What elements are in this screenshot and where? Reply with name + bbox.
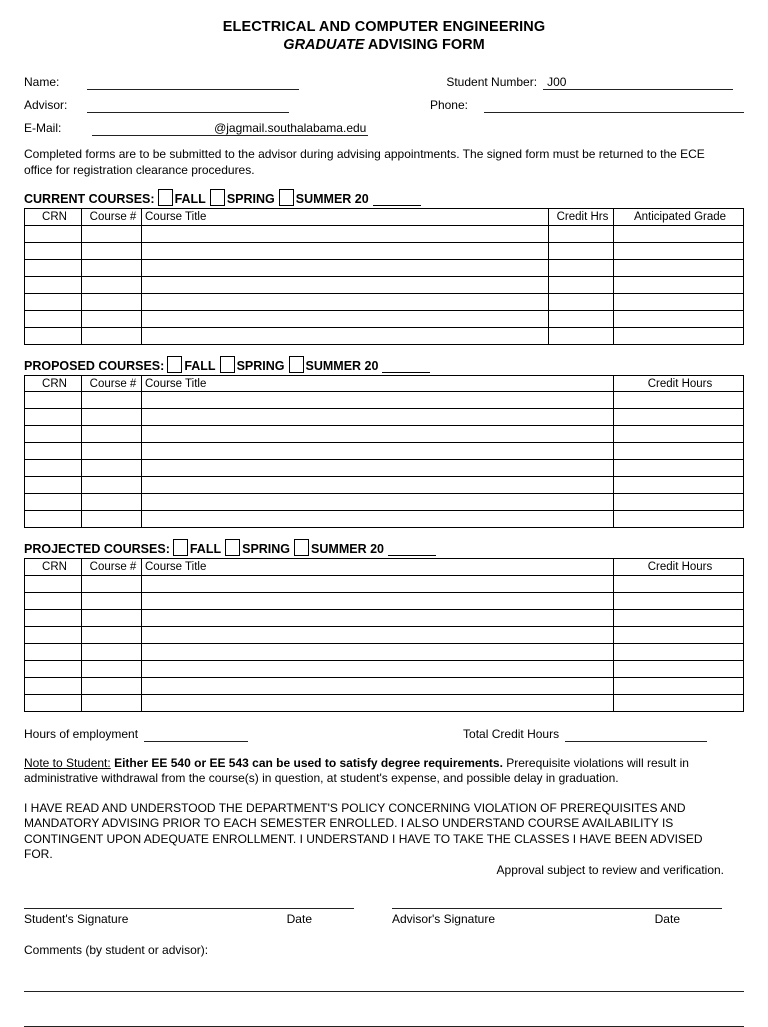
cell-course-title[interactable] [142,511,614,528]
cell-crn[interactable] [25,694,82,711]
totals-row [24,724,744,742]
total-credit-hours-label: Total Credit Hours [463,726,560,741]
instructions-paragraph: Completed forms are to be submitted to the advisor during advising appointments. The signed form must be returned to the ECE office for registration clearance procedures. [24,147,705,177]
cell-course-title[interactable] [142,677,614,694]
total-credit-hours-input[interactable] [565,728,707,742]
cell-course-number[interactable] [82,592,142,609]
title-remainder: ADVISING FORM [364,37,485,54]
name-input[interactable] [87,75,299,90]
cell-credit-hours[interactable] [614,409,744,426]
cell-course-number[interactable] [82,609,142,626]
cell-crn[interactable] [25,477,82,494]
cell-course-title[interactable] [142,259,549,276]
column-header-course-number: Course # [82,209,142,226]
table-row[interactable] [25,443,744,460]
cell-credit-hours[interactable] [614,626,744,643]
cell-course-title[interactable] [142,293,549,310]
table-row[interactable] [25,477,744,494]
cell-course-number[interactable] [82,443,142,460]
note-bold-text: Either EE 540 or EE 543 can be used to satisfy degree requirements. [114,755,503,770]
cell-course-number[interactable] [82,242,142,259]
table-row[interactable] [25,259,744,276]
column-header-course-title: Course Title [142,559,614,576]
phone-label: Phone: [429,98,468,113]
label-proposed-spring: SPRING [236,358,285,373]
cell-course-title[interactable] [142,592,614,609]
cell-course-title[interactable] [142,409,614,426]
cell-anticipated-grade[interactable] [614,293,744,310]
cell-credit-hrs[interactable] [549,276,614,293]
checkbox-current-summer[interactable] [279,189,294,206]
table-row[interactable] [25,293,744,310]
table-row[interactable] [25,327,744,344]
cell-anticipated-grade[interactable] [614,242,744,259]
table-row[interactable] [25,660,744,677]
name-row [24,67,744,90]
cell-credit-hours[interactable] [614,443,744,460]
hours-of-employment-label: Hours of employment [24,726,139,741]
column-header-crn: CRN [25,209,82,226]
policy-acknowledgment: I HAVE READ AND UNDERSTOOD THE DEPARTMENT'S POLICY CONCERNING VIOLATION OF PREREQUISITES AND MANDATORY ADVISING PRIOR TO EACH SEMESTER ENROLLED. I ALSO UNDERSTAND COURSE AVAILABILITY IS CONTINGENT UPON ADEQUATE ENROLLMENT. I UNDERSTAND I HAVE TO TAKE THE CLASSES I HAVE BEEN ADVISED FOR. [24,800,703,862]
advisor-signature-label: Advisor's Signature [392,912,496,927]
section-header-projected [24,537,744,556]
cell-credit-hours[interactable] [614,477,744,494]
table-row[interactable] [25,575,744,592]
cell-crn[interactable] [25,293,82,310]
name-label: Name: [24,75,60,90]
table-row[interactable] [25,426,744,443]
table-row[interactable] [25,677,744,694]
note-rest-text: Prerequisite violations will result in administrative withdrawal from the course(s) in question, at student's expense, and possible delay in graduation. [24,755,689,786]
cell-course-number[interactable] [82,677,142,694]
table-row[interactable] [25,694,744,711]
cell-crn[interactable] [25,494,82,511]
cell-course-title[interactable] [142,477,614,494]
advisor-row [24,90,744,113]
cell-credit-hrs[interactable] [549,259,614,276]
cell-course-number[interactable] [82,511,142,528]
cell-course-number[interactable] [82,426,142,443]
checkbox-projected-summer[interactable] [294,539,309,556]
student-number-input[interactable] [543,75,733,90]
cell-crn[interactable] [25,409,82,426]
advisor-input[interactable] [87,98,288,113]
cell-course-title[interactable] [142,694,614,711]
cell-course-title[interactable] [142,242,549,259]
table-row[interactable] [25,242,744,259]
email-label: E-Mail: [24,121,62,136]
cell-crn[interactable] [25,660,82,677]
label-projected-summer: SUMMER 20 [311,542,384,557]
column-header-course-number: Course # [82,375,142,392]
student-signature-label: Student's Signature [24,912,129,927]
table-row[interactable] [25,592,744,609]
cell-credit-hours[interactable] [614,575,744,592]
advisor-date-label: Date [654,912,680,927]
table-row[interactable] [25,409,744,426]
cell-crn[interactable] [25,511,82,528]
label-projected-fall: FALL [189,542,222,557]
cell-course-title[interactable] [142,494,614,511]
cell-crn[interactable] [25,626,82,643]
cell-course-title[interactable] [142,276,549,293]
cell-credit-hrs[interactable] [549,242,614,259]
table-row[interactable] [25,494,744,511]
cell-crn[interactable] [25,575,82,592]
advisor-signature-line[interactable] [392,908,722,909]
cell-credit-hours[interactable] [614,694,744,711]
label-proposed-summer: SUMMER 20 [305,358,379,373]
table-current-courses [24,208,744,345]
cell-credit-hrs[interactable] [549,310,614,327]
column-header-course-number: Course # [82,559,142,576]
email-row [24,113,744,136]
cell-course-number[interactable] [82,626,142,643]
cell-course-title[interactable] [142,626,614,643]
cell-course-title[interactable] [142,426,614,443]
advisor-label: Advisor: [24,98,68,113]
column-header-course-title: Course Title [142,375,614,392]
cell-course-title[interactable] [142,310,549,327]
label-projected-spring: SPRING [242,542,291,557]
table-row[interactable] [25,511,744,528]
cell-course-title[interactable] [142,575,614,592]
cell-credit-hours[interactable] [614,511,744,528]
cell-anticipated-grade[interactable] [614,259,744,276]
section-title-current: CURRENT COURSES: [24,192,155,207]
cell-course-number[interactable] [82,694,142,711]
title-line-form [24,36,744,54]
cell-course-title[interactable] [142,225,549,242]
comment-line-1[interactable] [24,991,744,992]
section-header-current [24,187,744,206]
cell-crn[interactable] [25,460,82,477]
year-input-projected[interactable] [388,543,436,556]
year-input-current[interactable] [373,193,421,206]
label-proposed-fall: FALL [184,358,216,373]
cell-crn[interactable] [25,426,82,443]
cell-course-title[interactable] [142,643,614,660]
advisor-signature-labels [392,912,722,926]
table-row[interactable] [25,392,744,409]
table-row[interactable] [25,609,744,626]
table-row[interactable] [25,643,744,660]
cell-crn[interactable] [25,242,82,259]
cell-credit-hours[interactable] [614,592,744,609]
cell-crn[interactable] [25,609,82,626]
cell-anticipated-grade[interactable] [614,327,744,344]
student-number-prefix: J00 [547,75,567,90]
label-current-spring: SPRING [226,192,275,207]
table-proposed-courses [24,375,744,529]
cell-course-number[interactable] [82,477,142,494]
table-row[interactable] [25,310,744,327]
column-header-credit-hours: Credit Hours [614,375,744,392]
student-signature-line[interactable] [24,908,354,909]
cell-crn[interactable] [25,225,82,242]
cell-credit-hours[interactable] [614,460,744,477]
cell-credit-hours[interactable] [614,609,744,626]
email-input[interactable] [92,121,368,136]
cell-credit-hrs[interactable] [549,327,614,344]
checkbox-projected-spring[interactable] [225,539,240,556]
cell-crn[interactable] [25,392,82,409]
cell-credit-hours[interactable] [614,392,744,409]
identity-fields [24,67,744,136]
signature-lines [24,908,744,909]
cell-course-number[interactable] [82,310,142,327]
column-header-credit-hrs: Credit Hrs [549,209,614,226]
table-row[interactable] [25,626,744,643]
table-header-row [25,375,744,392]
student-date-label: Date [286,912,312,927]
cell-course-number[interactable] [82,494,142,511]
title-emphasis: GRADUATE [283,37,365,54]
table-header-row [25,209,744,226]
label-current-summer: SUMMER 20 [295,192,369,207]
cell-crn[interactable] [25,259,82,276]
section-title-projected: PROJECTED COURSES: [24,542,170,557]
cell-credit-hrs[interactable] [549,293,614,310]
cell-course-title[interactable] [142,443,614,460]
cell-course-number[interactable] [82,392,142,409]
cell-course-title[interactable] [142,327,549,344]
cell-crn[interactable] [25,327,82,344]
cell-course-number[interactable] [82,225,142,242]
signature-labels [24,912,744,926]
note-to-student [24,756,736,787]
cell-anticipated-grade[interactable] [614,225,744,242]
title-line-department: ELECTRICAL AND COMPUTER ENGINEERING [222,19,546,35]
cell-course-number[interactable] [82,460,142,477]
signature-block [24,908,744,926]
cell-course-title[interactable] [142,660,614,677]
page-title [24,18,744,54]
cell-crn[interactable] [25,592,82,609]
column-header-crn: CRN [25,559,82,576]
checkbox-projected-fall[interactable] [173,539,188,556]
cell-anticipated-grade[interactable] [614,276,744,293]
cell-credit-hrs[interactable] [549,225,614,242]
note-prefix: Note to Student: [24,755,111,770]
cell-course-number[interactable] [82,276,142,293]
student-number-label: Student Number: [446,75,538,90]
section-title-proposed: PROPOSED COURSES: [24,358,165,373]
cell-course-title[interactable] [142,392,614,409]
cell-crn[interactable] [25,643,82,660]
cell-credit-hours[interactable] [614,677,744,694]
cell-crn[interactable] [25,443,82,460]
cell-credit-hours[interactable] [614,426,744,443]
checkbox-current-fall[interactable] [158,189,173,206]
column-header-course-title: Course Title [142,209,549,226]
cell-course-number[interactable] [82,293,142,310]
cell-crn[interactable] [25,677,82,694]
column-header-credit-hours: Credit Hours [614,559,744,576]
checkbox-proposed-spring[interactable] [220,356,235,373]
label-current-fall: FALL [174,192,206,207]
comments-label: Comments (by student or advisor): [24,943,209,958]
table-projected-courses [24,558,744,712]
cell-course-number[interactable] [82,259,142,276]
cell-credit-hours[interactable] [614,494,744,511]
cell-anticipated-grade[interactable] [614,310,744,327]
cell-course-number[interactable] [82,327,142,344]
section-header-proposed [24,354,744,373]
hours-of-employment-input[interactable] [144,728,248,742]
year-input-proposed[interactable] [382,360,430,373]
cell-course-title[interactable] [142,460,614,477]
cell-credit-hours[interactable] [614,643,744,660]
table-header-row [25,559,744,576]
cell-course-number[interactable] [82,643,142,660]
table-row[interactable] [25,276,744,293]
cell-crn[interactable] [25,276,82,293]
checkbox-proposed-summer[interactable] [289,356,304,373]
checkbox-current-spring[interactable] [210,189,225,206]
phone-input[interactable] [484,98,744,113]
column-header-anticipated-grade: Anticipated Grade [614,209,744,226]
cell-course-title[interactable] [142,609,614,626]
cell-course-number[interactable] [82,575,142,592]
student-signature-labels [24,912,354,926]
approval-notice: Approval subject to review and verification. [496,862,724,877]
table-row[interactable] [25,225,744,242]
cell-course-number[interactable] [82,660,142,677]
checkbox-proposed-fall[interactable] [167,356,182,373]
email-domain-suffix: @jagmail.southalabama.edu [214,121,367,136]
cell-credit-hours[interactable] [614,660,744,677]
column-header-crn: CRN [25,375,82,392]
cell-crn[interactable] [25,310,82,327]
table-row[interactable] [25,460,744,477]
cell-course-number[interactable] [82,409,142,426]
